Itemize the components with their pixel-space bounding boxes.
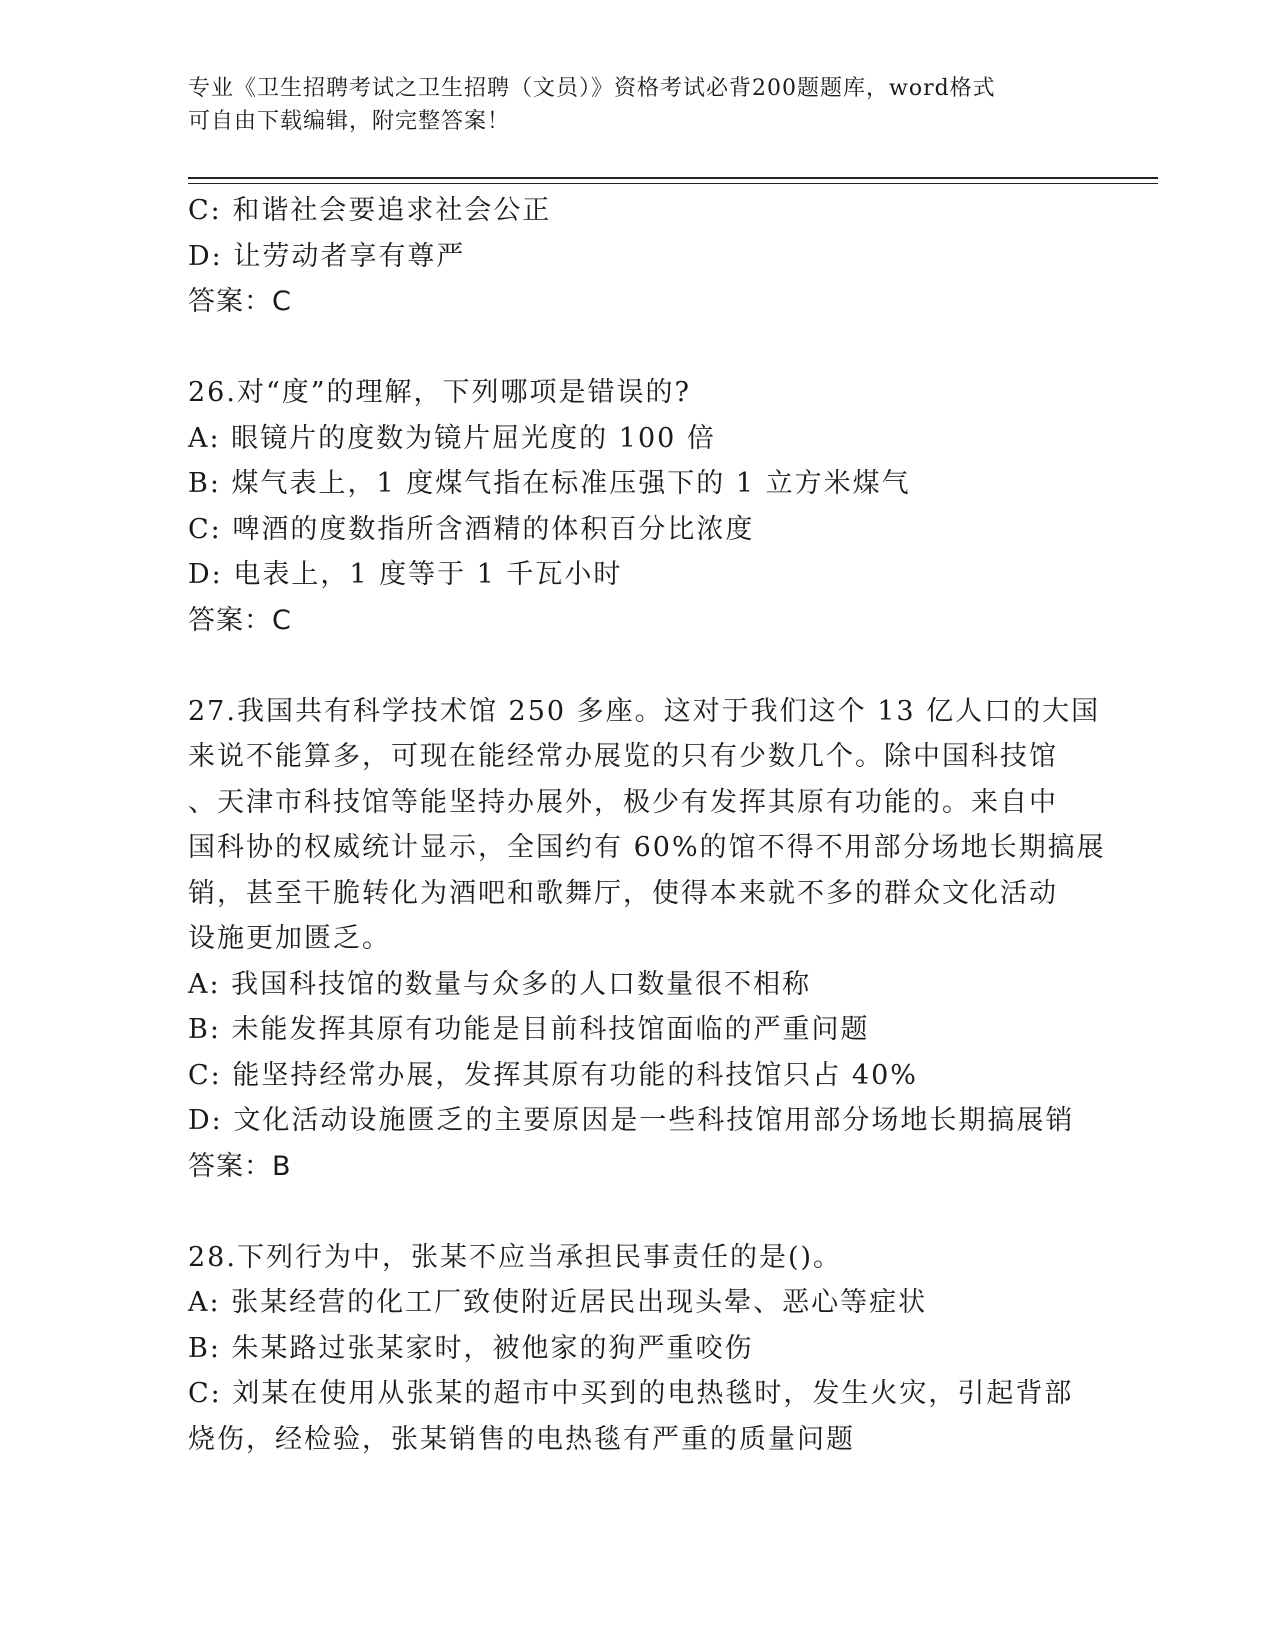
question-list: [188, 188, 1106, 1462]
answer-label: 答案：B: [188, 1150, 292, 1182]
question-stem-line: 国科协的权威统计显示，全国约有 60%的馆不得不用部分场地长期搞展: [188, 832, 1106, 863]
option-d: D: 让劳动者享有尊严: [188, 240, 466, 272]
spacer: [188, 643, 1088, 689]
header-divider-thick: [188, 177, 1158, 179]
option-c: C: 能坚持经常办展，发挥其原有功能的科技馆只占 40%: [188, 1059, 918, 1091]
option-b: B: 未能发挥其原有功能是目前科技馆面临的严重问题: [188, 1014, 870, 1045]
option-c: C: 和谐社会要追求社会公正: [188, 195, 552, 226]
header-line-2: 可自由下载编辑，附完整答案！: [188, 109, 511, 134]
question-26: [188, 370, 1088, 643]
option-c: C: 啤酒的度数指所含酒精的体积百分比浓度: [188, 513, 755, 545]
spacer: [188, 325, 1088, 371]
spacer: [188, 1189, 1088, 1235]
answer-label: 答案：C: [188, 286, 292, 317]
question-stem-line: 来说不能算多，可现在能经常办展览的只有少数几个。除中国科技馆: [188, 741, 1058, 772]
option-a: A: 张某经营的化工厂致使附近居民出现头晕、恶心等症状: [188, 1287, 928, 1318]
option-d: D: 文化活动设施匮乏的主要原因是一些科技馆用部分场地长期搞展销: [188, 1105, 1075, 1136]
question-25: [188, 188, 1088, 325]
question-stem: 26.对“度”的理解，下列哪项是错误的?: [188, 377, 692, 408]
option-d: D: 电表上，1 度等于 1 千瓦小时: [188, 559, 623, 590]
question-stem-line: 设施更加匮乏。: [188, 923, 391, 954]
question-stem-line: 27.我国共有科学技术馆 250 多座。这对于我们这个 13 亿人口的大国: [188, 695, 1101, 727]
document-header: [188, 72, 1088, 138]
question-stem-line: 、天津市科技馆等能坚持办展外，极少有发挥其原有功能的。来自中: [188, 786, 1058, 818]
answer-label: 答案：C: [188, 604, 292, 636]
option-c-line-1: C: 刘某在使用从张某的超市中买到的电热毯时，发生火灾，引起背部: [188, 1378, 1074, 1409]
header-divider-thin: [188, 183, 1158, 184]
option-b: B: 煤气表上，1 度煤气指在标准压强下的 1 立方米煤气: [188, 468, 911, 499]
question-stem: 28.下列行为中，张某不应当承担民事责任的是()。: [188, 1241, 843, 1273]
question-27: [188, 689, 1106, 1190]
option-a: A: 我国科技馆的数量与众多的人口数量很不相称: [188, 968, 812, 1000]
option-c-line-2: 烧伤，经检验，张某销售的电热毯有严重的质量问题: [188, 1423, 855, 1455]
option-a: A: 眼镜片的度数为镜片屈光度的 100 倍: [188, 422, 716, 454]
question-stem-line: 销，甚至干脆转化为酒吧和歌舞厅，使得本来就不多的群众文化活动: [188, 877, 1058, 909]
question-28: [188, 1235, 1088, 1463]
header-line-1: 专业《卫生招聘考试之卫生招聘（文员）》资格考试必背200题题库，word格式: [188, 76, 996, 101]
option-b: B: 朱某路过张某家时，被他家的狗严重咬伤: [188, 1332, 754, 1364]
